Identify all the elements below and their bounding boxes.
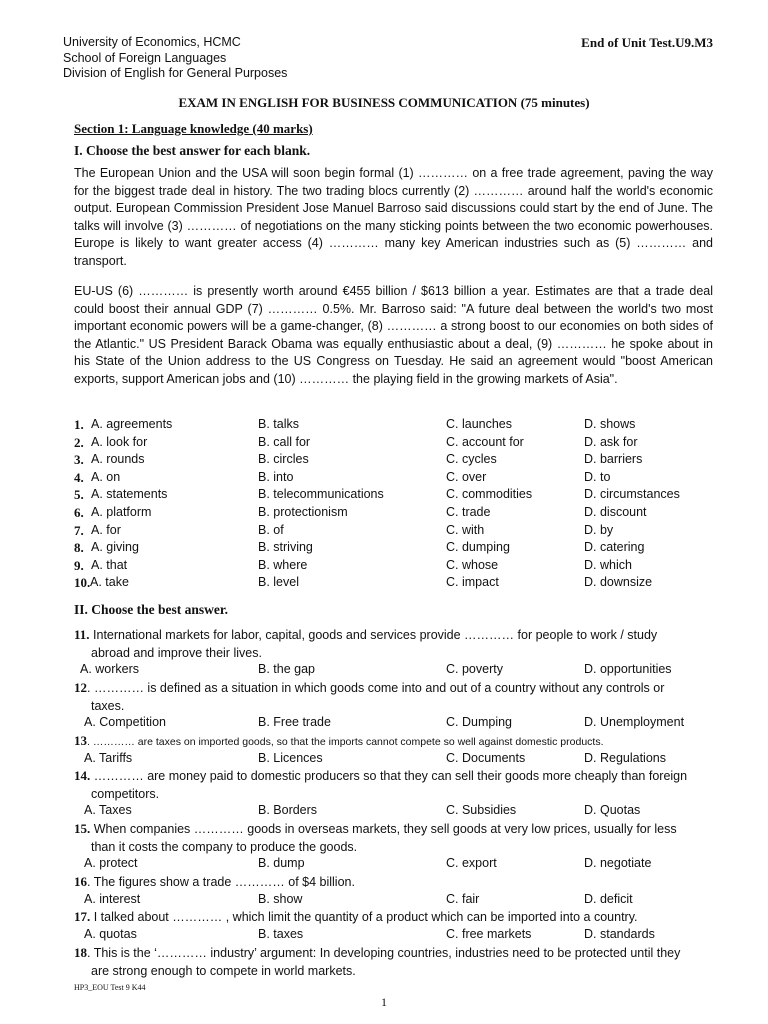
question-item — [74, 820, 714, 856]
passage-paragraph-1: The European Union and the USA will soon begin formal (1) ………… on a free trade agreement, paving the way for the biggest trade deal in history. The two trading blocs currently (2) ………… around half the world's economic output. European Commission President Jose Manuel Barroso said discussions could start by the end of June. The talks will involve (3) ………… of negotiations on the many sticking points between the two economic powerhouses. Europe is likely to want greater access (4) ………… many key American industries such as (5) ………… and transport. — [74, 166, 713, 268]
passage-paragraph-2: EU-US (6) ………… is presently worth around €455 billion / $613 billion a year. Estimates are that a trade deal could boost their annual GDP (7) ………… 0.5%. Mr. Barroso said: "A future deal between the world's two most important economic powers will be a game-changer, (8) ………… a strong boost to our economies on both sides of the Atlantic." US President Barack Obama was equally enthusiastic about a deal, (9) ………… he spoke about in his State of the Union address to the US Congress on Tuesday. He said an agreement would "boost American exports, support American jobs and (10) ………… the playing field in the growing markets of Asia". — [74, 284, 713, 386]
question-stem: ………… are money paid to domestic producers so that they can sell their goods more cheaply than foreign — [90, 769, 688, 783]
question-stem: I talked about ………… , which limit the quantity of a product which can be imported into a country. — [90, 910, 638, 924]
option-d: D. opportunities — [584, 662, 672, 677]
option-a: A. Taxes — [84, 803, 132, 818]
answer-options — [0, 661, 768, 679]
option-a: A. on — [91, 469, 121, 484]
option-a: A. protect — [84, 856, 138, 871]
option-d: D. ask for — [584, 434, 638, 449]
answer-options — [0, 714, 768, 732]
option-b: B. talks — [258, 417, 299, 431]
option-b: B. the gap — [258, 662, 315, 677]
question-stem: International markets for labor, capital, goods and services provide ………… for people to work / study — [89, 628, 658, 642]
option-row — [0, 504, 768, 522]
option-d: D. Regulations — [584, 750, 666, 765]
question-stem-continued: abroad and improve their lives. — [91, 645, 262, 660]
question-text — [74, 767, 714, 786]
question-stem: When companies ………… goods in overseas markets, they sell goods at very low prices, usually for less — [90, 822, 677, 836]
option-a: A. interest — [84, 891, 141, 906]
option-a: A. platform — [91, 505, 152, 519]
question-item — [74, 873, 714, 892]
answer-options — [0, 926, 768, 944]
question-stem: . This is the ‘………… industry’ argument: In developing countries, industries need to be protected until they — [87, 946, 681, 960]
question-stem-continued: than it costs the company to produce the goods. — [91, 839, 358, 854]
question-number: 7. — [74, 522, 84, 538]
option-b: B. level — [258, 575, 299, 590]
option-a: A. take — [90, 575, 129, 590]
question-number: 14. — [74, 768, 91, 783]
division-name: Division of English for General Purposes — [63, 66, 288, 80]
option-d: D. standards — [584, 926, 655, 941]
test-code: End of Unit Test.U9.M3 — [581, 35, 713, 50]
option-a: A. giving — [91, 540, 139, 555]
question-item — [74, 626, 714, 662]
answer-options — [0, 891, 768, 909]
option-b: B. Free trade — [258, 715, 331, 730]
option-a: A. statements — [91, 487, 168, 502]
question-text — [74, 873, 714, 892]
option-b: B. where — [258, 557, 308, 572]
option-a: A. rounds — [91, 452, 145, 467]
option-c: C. cycles — [446, 452, 497, 467]
option-d: D. catering — [584, 540, 645, 555]
option-c: C. impact — [446, 575, 499, 590]
question-number: 3. — [74, 452, 84, 468]
question-number: 11. — [74, 627, 90, 642]
option-a: A. quotas — [84, 926, 137, 941]
option-row — [0, 434, 768, 452]
option-row — [0, 451, 768, 469]
question-number: 12 — [74, 680, 87, 695]
option-row — [0, 469, 768, 487]
option-b: B. circles — [258, 452, 309, 467]
question-number: 18 — [74, 945, 87, 960]
university-name: University of Economics, HCMC — [63, 35, 241, 49]
page-header — [63, 35, 713, 82]
option-c: C. poverty — [446, 662, 503, 677]
option-c: C. whose — [446, 557, 499, 572]
option-b: B. Borders — [258, 803, 318, 818]
option-a: A. agreements — [91, 417, 173, 431]
option-b: B. protectionism — [258, 505, 348, 519]
school-name: School of Foreign Languages — [63, 50, 227, 65]
option-a: A. Tariffs — [84, 750, 133, 765]
option-d: D. negotiate — [584, 856, 652, 871]
option-b: B. show — [258, 891, 303, 906]
question-text — [74, 908, 714, 927]
question-number: 17. — [74, 909, 91, 924]
option-d: D. which — [584, 557, 632, 572]
option-d: D. Quotas — [584, 803, 641, 818]
answer-options — [0, 750, 768, 768]
question-number: 8. — [74, 540, 84, 556]
option-a: A. workers — [80, 662, 140, 677]
option-b: B. dump — [258, 856, 305, 871]
question-text — [74, 626, 714, 645]
option-d: D. discount — [584, 505, 647, 519]
exam-title: EXAM IN ENGLISH FOR BUSINESS COMMUNICATION (75 minutes) — [178, 95, 590, 110]
question-stem: . The figures show a trade ………… of $4 billion. — [87, 875, 355, 889]
option-row — [0, 416, 768, 434]
option-c: C. Dumping — [446, 715, 512, 730]
option-d: D. Unemployment — [584, 715, 685, 730]
option-row — [0, 522, 768, 540]
question-number: 15. — [74, 821, 91, 836]
option-b: B. striving — [258, 540, 313, 555]
option-c: C. dumping — [446, 540, 510, 555]
option-c: C. fair — [446, 891, 480, 906]
question-text — [74, 679, 714, 698]
question-number: 13 — [74, 733, 87, 748]
question-item — [74, 767, 714, 803]
answer-options — [0, 802, 768, 820]
question-number: 1. — [74, 417, 84, 432]
option-d: D. shows — [584, 417, 636, 431]
page-number: 1 — [381, 995, 387, 1009]
section-heading: Section 1: Language knowledge (40 marks) — [74, 121, 313, 136]
question-text — [74, 820, 714, 839]
option-d: D. circumstances — [584, 487, 680, 502]
option-d: D. by — [584, 522, 614, 537]
option-a: A. look for — [91, 434, 148, 449]
option-b: B. Licences — [258, 750, 323, 765]
option-row — [0, 539, 768, 557]
option-c: C. free markets — [446, 926, 532, 941]
question-stem-continued: are strong enough to compete in world markets. — [91, 963, 356, 978]
option-c: C. export — [446, 856, 497, 871]
question-stem-continued: competitors. — [91, 786, 160, 801]
question-number: 5. — [74, 487, 84, 503]
option-a: A. that — [91, 557, 128, 572]
option-b: B. taxes — [258, 926, 304, 941]
option-row — [0, 486, 768, 504]
option-c: C. Documents — [446, 750, 526, 765]
question-number: 9. — [74, 557, 84, 573]
option-d: D. downsize — [584, 575, 653, 590]
option-c: C. account for — [446, 434, 524, 449]
option-row — [0, 574, 768, 592]
option-c: C. with — [446, 522, 485, 537]
option-d: D. to — [584, 469, 611, 484]
option-b: B. call for — [258, 434, 311, 449]
option-a: A. for — [91, 522, 121, 537]
option-d: D. barriers — [584, 452, 643, 467]
option-c: C. trade — [446, 505, 491, 519]
question-stem-continued: taxes. — [91, 698, 125, 713]
question-stem: . ………… are taxes on imported goods, so that the imports cannot compete so well against domestic products. — [87, 736, 604, 748]
option-row — [0, 557, 768, 575]
question-item — [74, 908, 714, 927]
question-number: 16 — [74, 874, 87, 889]
option-c: C. launches — [446, 417, 513, 431]
question-item — [74, 679, 714, 715]
question-number: 10. — [74, 575, 91, 591]
part2-heading: II. Choose the best answer. — [74, 602, 229, 617]
option-a: A. Competition — [84, 715, 166, 730]
part1-heading: I. Choose the best answer for each blank. — [74, 143, 311, 158]
option-c: C. over — [446, 469, 487, 484]
question-number: 2. — [74, 434, 84, 450]
question-text — [74, 944, 714, 963]
question-number: 6. — [74, 505, 84, 520]
option-c: C. commodities — [446, 487, 533, 502]
question-item — [74, 944, 714, 980]
answer-options — [0, 855, 768, 873]
question-stem: . ………… is defined as a situation in which goods come into and out of a country without any controls or — [87, 681, 665, 695]
option-d: D. deficit — [584, 891, 633, 906]
option-b: B. telecommunications — [258, 487, 384, 502]
option-c: C. Subsidies — [446, 803, 517, 818]
option-b: B. into — [258, 469, 294, 484]
footer-code: HP3_EOU Test 9 K44 — [74, 983, 146, 992]
option-b: B. of — [258, 522, 284, 537]
question-number: 4. — [74, 469, 84, 485]
